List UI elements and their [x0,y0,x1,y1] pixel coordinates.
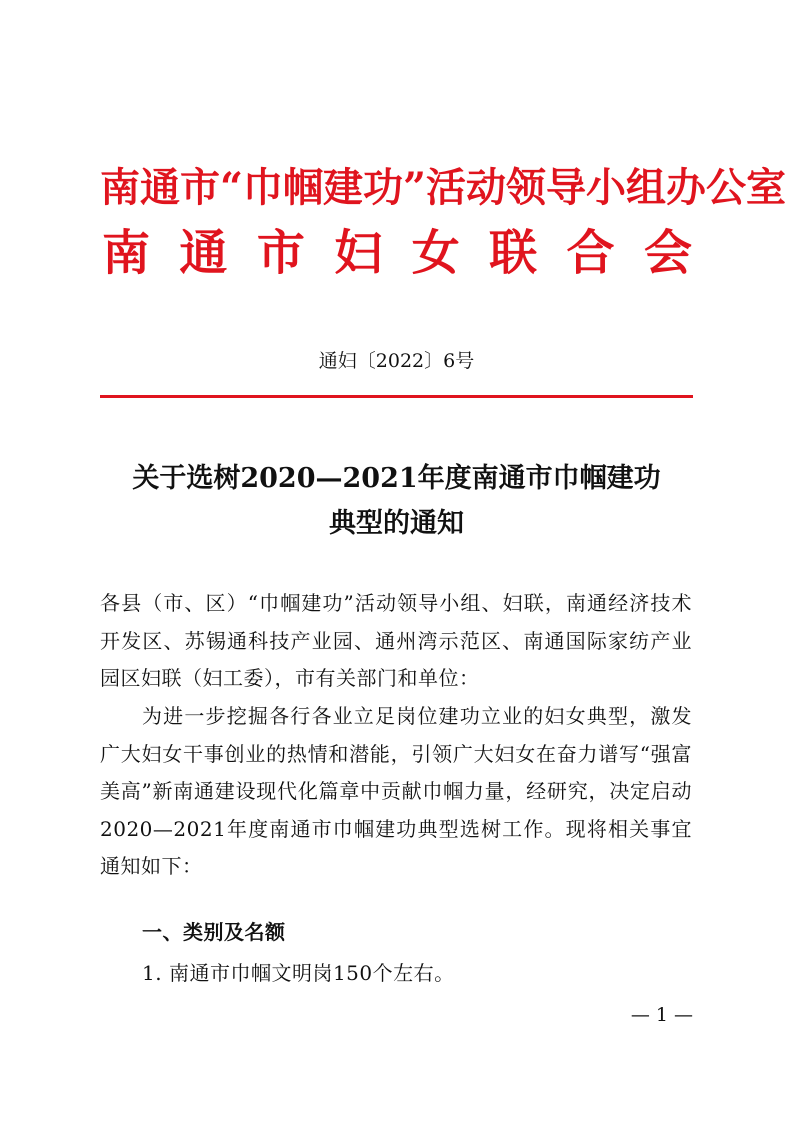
issuer-line-2-char: 通 [179,225,228,281]
title-line-1: 关于选树2020—2021年度南通市巾帼建功 [132,463,661,494]
issuer-line-2-char: 市 [256,225,305,281]
red-divider-line [100,395,693,398]
document-number: 通妇〔2022〕6号 [318,350,475,372]
list-item: 1. 南通市巾帼文明岗150个左右。 [142,961,455,985]
issuer-line-1: 南通市“巾帼建功”活动领导小组办公室 [100,164,787,211]
issuer-line-2-char: 合 [566,225,615,281]
issuer-line-2-char: 女 [411,225,460,281]
document-title [80,456,713,546]
issuer-line-2-char: 妇 [334,225,383,281]
section-heading: 一、类别及名额 [142,920,286,944]
issuer-line-2 [102,222,692,284]
salutation: 各县（市、区）“巾帼建功”活动领导小组、妇联，南通经济技术开发区、苏锡通科技产业园、通州湾示范区、南通国际家纺产业园区妇联（妇工委），市有关部门和单位： [100,591,692,690]
title-line-2: 典型的通知 [329,508,464,539]
body-paragraph: 为进一步挖掘各行各业立足岗位建功立业的妇女典型，激发广大妇女干事创业的热情和潜能，引领广大妇女在奋力谱写“强富美高”新南通建设现代化篇章中贡献巾帼力量，经研究，决定启动2020—2021年度南通市巾帼建功典型选树工作。现将相关事宜通知如下： [100,704,692,878]
issuer-line-2-char: 联 [489,225,538,281]
page-number: — 1 — [630,1004,693,1026]
issuer-line-2-char: 会 [643,225,692,281]
issuer-line-2-char: 南 [102,225,151,281]
